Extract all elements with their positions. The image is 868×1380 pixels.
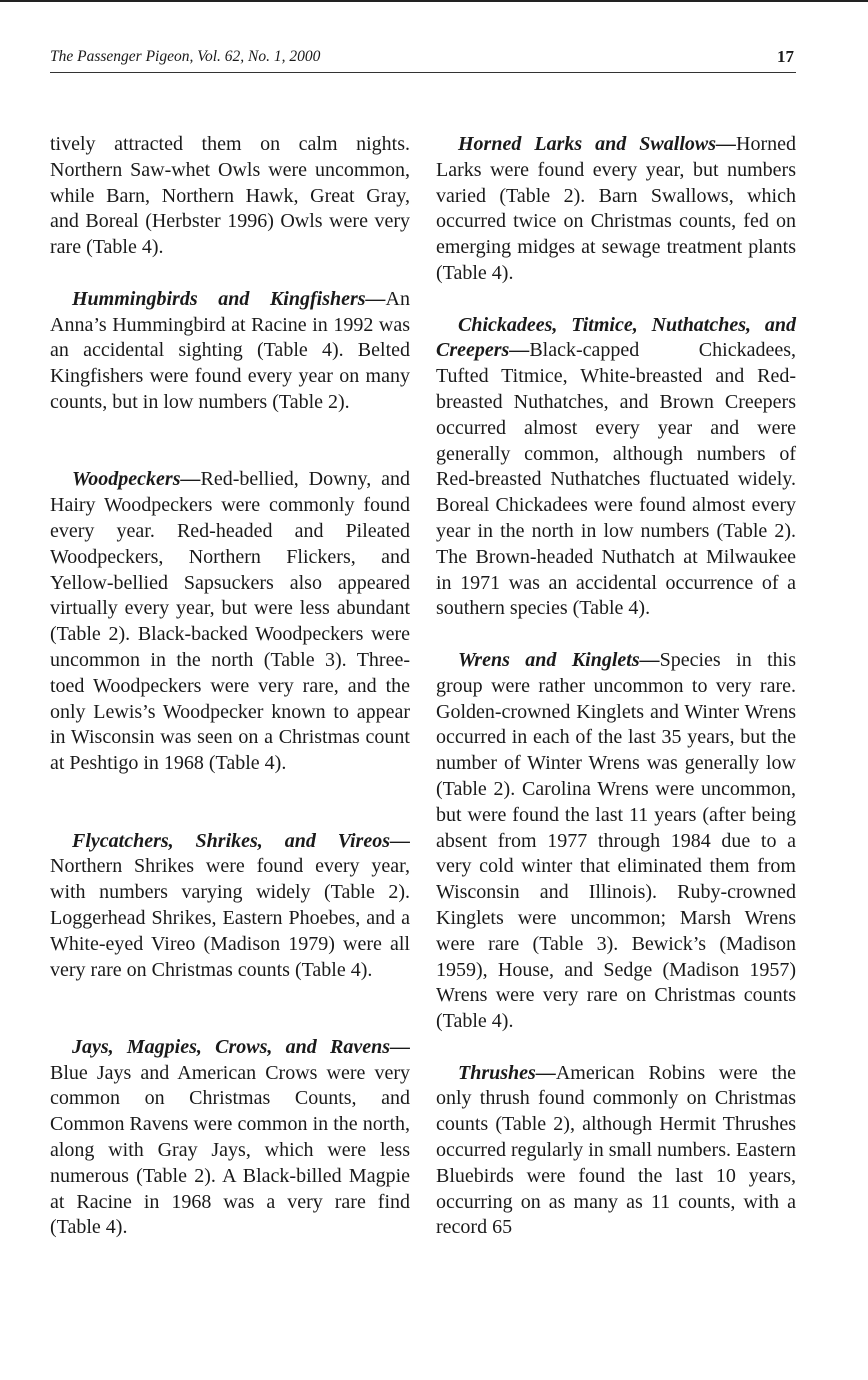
section-heading: Horned Larks and Swallows— [458, 133, 737, 155]
paragraph-larks [436, 132, 796, 287]
paragraph-text: tively attracted them on calm nights. Northern Saw-whet Owls were uncommon, while Barn, Northern Hawk, Great Gray, and Boreal (Herbster 1996) Owls were very rare (Table 4). [50, 133, 410, 259]
journal-citation: The Passenger Pigeon, Vol. 62, No. 1, 2000 [50, 48, 321, 65]
paragraph-wrens [436, 648, 796, 1035]
section-heading: Wrens and Kinglets— [458, 648, 660, 671]
running-header [50, 46, 796, 73]
section-heading: Flycatchers, Shrikes, and Vireos— [72, 829, 410, 852]
section-heading: Woodpeckers— [72, 468, 201, 491]
paragraph-text: Red-bellied, Downy, and Hairy Woodpeckers were commonly found every year. Red-headed and Pileated Woodpeckers, Northern Flickers, and Yellow-bellied Sapsuckers also appeared virtually every year, but were less abundant (Table 2). Black-backed Woodpeckers were uncommon in the north (Table 3). Three-toed Woodpeckers were very rare, and the only Lewis’s Woodpecker known to appear in Wisconsin was seen on a Christmas count at Peshtigo in 1968 (Table 4). [50, 468, 410, 775]
paragraph-text: Horned Larks were found every year, but numbers varied (Table 2). Barn Swallows, which occurred twice on Christmas counts, fed on emerging midges at sewage treatment plants (Table 4). [436, 133, 796, 284]
paragraph-flycatchers [50, 829, 410, 984]
paragraph-hummingbirds [50, 287, 410, 416]
page-number: 17 [777, 47, 794, 66]
paragraph-text: Black-capped Chickadees, Tufted Titmice, White-breasted and Red-breasted Nuthatches, and Brown Creepers occurred almost every year and were generally common, although numbers of Red-breasted Nuthatches fluctuated widely. Boreal Chickadees were found almost every year in the north in low numbers (Table 2). The Brown-headed Nuthatch at Milwaukee in 1971 was an accidental occurrence of a southern species (Table 4). [436, 339, 796, 620]
paragraph-text: Blue Jays and American Crows were very common on Christmas Counts, and Common Ravens were common in the north, along with Gray Jays, which were less numerous (Table 2). A Black-billed Magpie at Racine in 1968 was a very rare find (Table 4). [50, 1061, 410, 1239]
section-heading: Jays, Magpies, Crows, and Ravens— [72, 1035, 410, 1058]
paragraph-owls-continued [50, 132, 410, 261]
paragraph-chickadees [436, 313, 796, 623]
paragraph-text: An Anna’s Hummingbird at Racine in 1992 was an accidental sighting (Table 4). Belted Kingfishers were found every year on many counts, but in low numbers (Table 2). [50, 287, 410, 413]
section-heading: Hummingbirds and Kingfishers— [72, 287, 386, 310]
paragraph-text: American Robins were the only thrush found commonly on Christmas counts (Table 2), although Hermit Thrushes occurred regularly in small numbers. Eastern Bluebirds were found the last 10 years, occurring on as many as 11 counts, with a record 65 [436, 1061, 796, 1239]
left-column [50, 132, 410, 1241]
section-heading: Thrushes— [458, 1061, 556, 1084]
paragraph-thrushes [436, 1061, 796, 1242]
paragraph-jays [50, 1035, 410, 1241]
paragraph-text: Northern Shrikes were found every year, with numbers varying widely (Table 2). Loggerhead Shrikes, Eastern Phoebes, and a White-eyed Vireo (Madison 1979) were all very rare on Christmas counts (Table 4). [50, 855, 410, 981]
right-column [436, 132, 796, 1241]
paragraph-text: Species in this group were rather uncommon to very rare. Golden-crowned Kinglets and Winter Wrens occurred in each of the last 35 years, but the number of Winter Wrens was generally low (Table 2). Carolina Wrens were uncommon, but were found the last 11 years (after being absent from 1977 through 1984 due to a very cold winter that eliminated them from Wisconsin and Illinois). Ruby-crowned Kinglets were uncommon; Marsh Wrens were rare (Table 3). Bewick’s (Madison 1959), House, and Sedge (Madison 1957) Wrens were very rare on Christmas counts (Table 4). [436, 648, 797, 1033]
page-top-rule [0, 0, 868, 2]
section-heading: Chickadees, Titmice, Nuthatches, and Creepers— [436, 313, 796, 362]
paragraph-woodpeckers [50, 467, 410, 777]
